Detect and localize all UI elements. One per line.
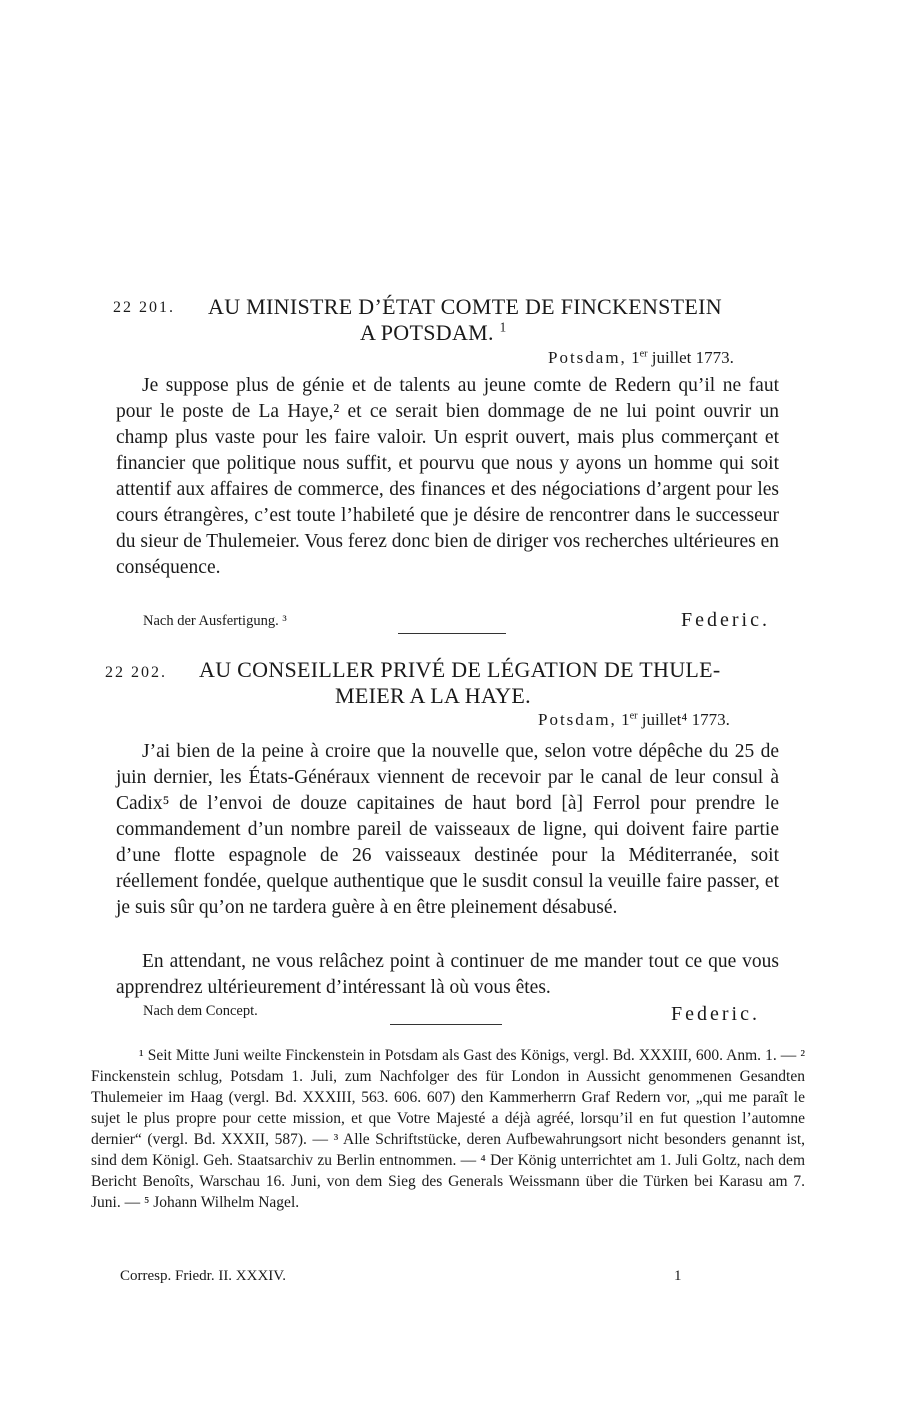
letter-body-paragraph: En attendant, ne vous relâchez point à continuer de me mander tout ce que vous apprendrez ultérieurement d’intéressant là où vous êtes.	[116, 951, 779, 998]
signature-mark: 1	[674, 1268, 682, 1284]
letter-number: 22 201.	[113, 299, 175, 316]
letter-heading-line2: MEIER A LA HAYE.	[335, 683, 531, 708]
signature: Federic.	[681, 609, 770, 631]
dateline: Potsdam, 1er juillet⁴ 1773.	[538, 710, 730, 729]
separator-rule	[390, 1024, 502, 1025]
signature: Federic.	[671, 1003, 760, 1025]
page-footer-reference: Corresp. Friedr. II. XXXIV.	[120, 1268, 286, 1284]
letter-body-paragraph: Je suppose plus de génie et de talents au jeune comte de Redern qu’il ne faut pour le poste de La Haye,² et ce serait bien dommage de ne lui point ouvrir un champ plus vaste pour les faire valoir. Un esprit ouvert, mais plus commerçant et financier que politique nous suffit, et pourvu que nous y ayons un homme qui soit attentif aux affaires de commerce, des finances et des négociations d’argent pour les cours étrangères, c’est toute l’habileté que je désire de rencontrer dans le successeur du sieur de Thulemeier. Vous ferez donc bien de diriger vos recherches ultérieures en conséquence.	[116, 375, 779, 578]
letter-number: 22 202.	[105, 664, 167, 681]
letter-body-paragraph: J’ai bien de la peine à croire que la nouvelle que, selon votre dépêche du 25 de juin dernier, les États-Généraux viennent de recevoir par le canal de leur consul à Cadix⁵ de l’envoi de douze capitaines de haut bord [à] Ferrol pour prendre le commandement d’un nombre pareil de vaisseaux de ligne, qui doivent faire partie d’une flotte espagnole de 26 vaisseaux destinée pour la Méditerranée, soit réellement fondée, quelque authentique que le susdit consul la veuille faire passer, et je suis sûr qu’on ne tardera guère à en être pleinement désabusé.	[116, 741, 779, 918]
letter-heading-line2: A POTSDAM. $^1$	[360, 319, 507, 345]
dateline: Potsdam, 1er juillet 1773.	[548, 348, 734, 367]
letter-heading-line1: AU MINISTRE D’ÉTAT COMTE DE FINCKENSTEIN	[208, 294, 722, 319]
separator-rule	[398, 633, 506, 634]
footnotes: ¹ Seit Mitte Juni weilte Finckenstein in Potsdam als Gast des Königs, vergl. Bd. XXXIII, 600. Anm. 1. — ² Finckenstein schlug, Potsdam 1. Juli, zum Nachfolger des für London in Aussicht genommenen Gesandten Thulemeier im Haag (vergl. Bd. XXXIII, 563. 606. 607) den Kammerherrn Graf Redern vor, „qui me paraît le sujet le plus propre pour cette mission, et que Votre Majesté a déjà agréé, lorsqu’il en fut question l’automne dernier“ (vergl. Bd. XXXII, 587). — ³ Alle Schriftstücke, deren Aufbewahrungsort nicht besonders genannt ist, sind dem Königl. Geh. Staatsarchiv zu Berlin entnommen. — ⁴ Der König unterrichtet am 1. Juli Goltz, nach dem Bericht Benoîts, Warschau 16. Juni, von dem Sieg des Generals Weissmann über die Türken bei Karasu am 7. Juni. — ⁵ Johann Wilhelm Nagel.	[91, 1047, 805, 1211]
letter-heading-line1: AU CONSEILLER PRIVÉ DE LÉGATION DE THULE-	[199, 657, 721, 682]
source-note: Nach dem Concept.	[143, 1003, 258, 1019]
source-note: Nach der Ausfertigung. ³	[143, 613, 287, 629]
footnote-marker: 1	[499, 319, 507, 335]
